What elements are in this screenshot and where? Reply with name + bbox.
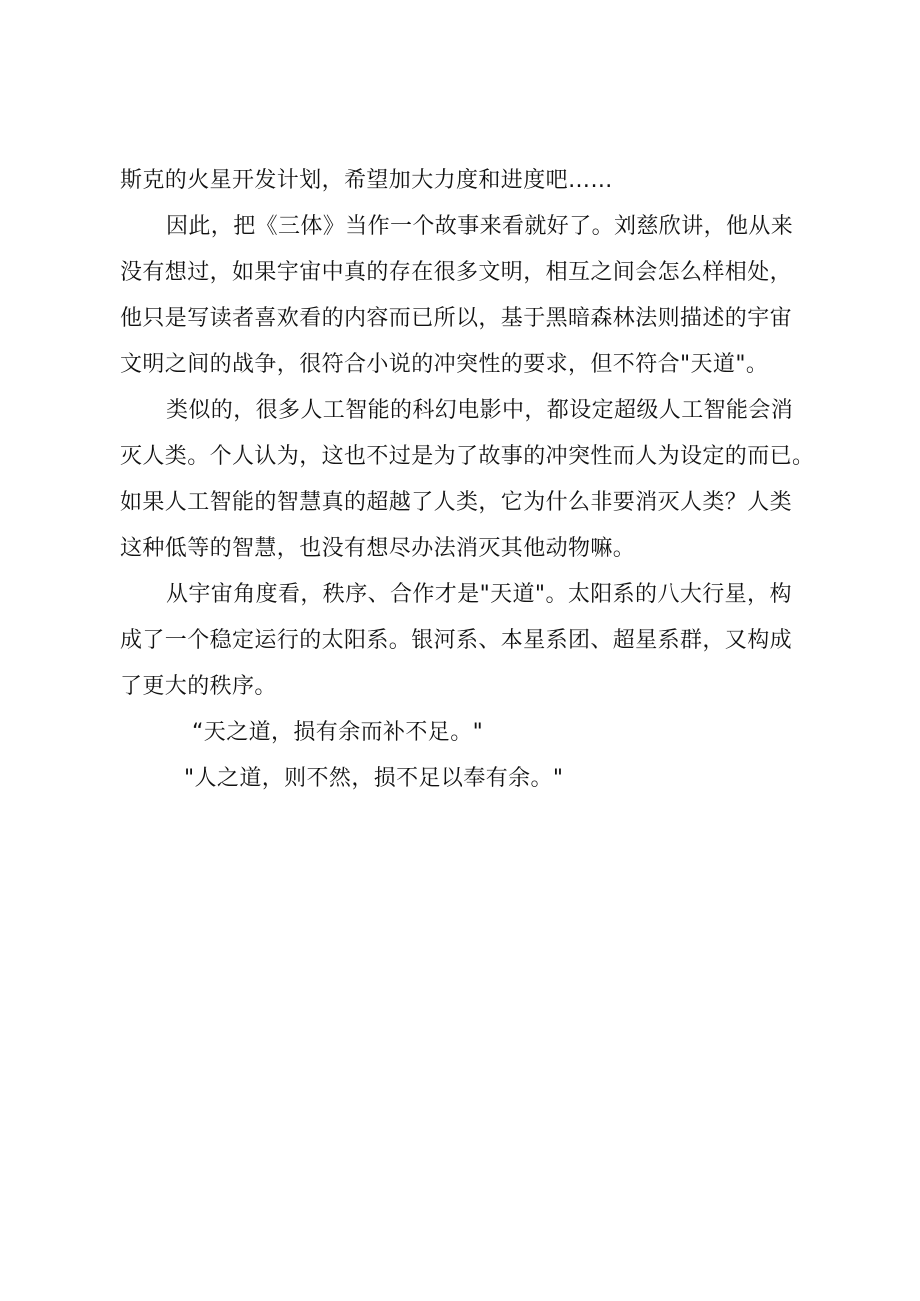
document-body [120,158,820,802]
text-line: 没有想过，如果宇宙中真的存在很多文明，相互之间会怎么样相处， [120,260,793,285]
text-line: 了更大的秩序。 [120,674,277,699]
text-line: 因此，把《三体》当作一个故事来看就好了。刘慈欣讲，他从来 [166,214,794,239]
text-line: 从宇宙角度看，秩序、合作才是"天道"。太阳系的八大行星，构 [166,582,792,607]
text-line: 这种低等的智慧，也没有想尽办法消灭其他动物嘛。 [120,536,636,561]
text-line: 灭人类。个人认为，这也不过是为了故事的冲突性而人为设定的而已。 [120,444,815,469]
text-line: 斯克的火星开发计划，希望加大力度和进度吧…… [120,168,613,193]
text-line: 如果人工智能的智慧真的超越了人类，它为什么非要消灭人类？人类 [120,490,793,515]
text-line: 他只是写读者喜欢看的内容而已所以，基于黑暗森林法则描述的宇宙 [120,306,793,331]
quote-line: “天之道，损有余而补不足。" [192,720,484,745]
text-line: 类似的，很多人工智能的科幻电影中，都设定超级人工智能会消 [166,398,794,423]
text-line: 成了一个稳定运行的太阳系。银河系、本星系团、超星系群，又构成 [120,628,793,653]
text-line: 文明之间的战争，很符合小说的冲突性的要求，但不符合"天道"。 [120,352,769,377]
quote-line: "人之道，则不然，损不足以奉有余。" [184,766,564,791]
